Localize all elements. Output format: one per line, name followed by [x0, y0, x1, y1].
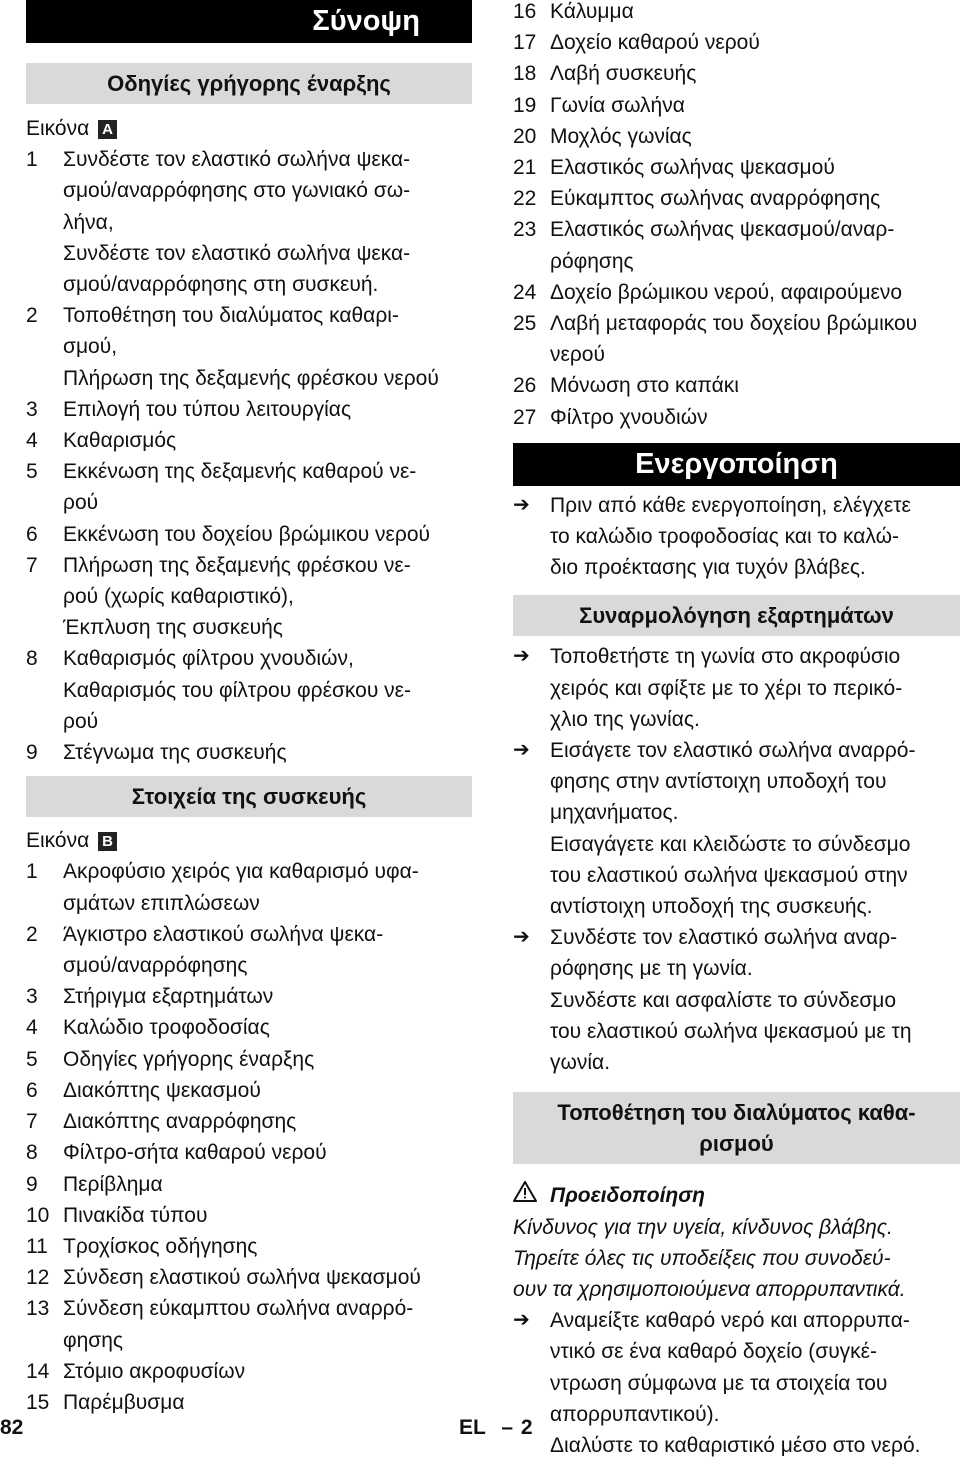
quickstart-item [26, 643, 472, 737]
item-text-line: Διακόπτης ψεκασμού [63, 1078, 261, 1102]
quickstart-list [26, 144, 472, 768]
item-number: 4 [26, 1016, 38, 1040]
arrow-right-icon: ➔ [513, 645, 530, 668]
item-number: 9 [26, 1172, 38, 1196]
quickstart-item [26, 456, 472, 518]
item-text-line: Παρέμβυσμα [63, 1390, 185, 1414]
arrow-right-icon: ➔ [513, 739, 530, 762]
item-text-line: φησης [63, 1328, 124, 1352]
assembly-steps [513, 641, 960, 1078]
instruction-step [513, 1305, 960, 1461]
item-text-line: Λαβή συσκευής [550, 62, 697, 86]
item-number: 14 [26, 1359, 50, 1383]
instruction-step [513, 735, 960, 922]
quickstart-item [26, 300, 472, 394]
quickstart-heading: Οδηγίες γρήγορης έναρξης [26, 63, 472, 104]
quickstart-item [26, 519, 472, 550]
item-text-line: Σύνδεση εύκαμπτου σωλήνα αναρρό- [63, 1297, 414, 1321]
item-text-line: Γωνία σωλήνα [550, 93, 685, 117]
element-item [513, 58, 960, 89]
element-item [26, 1169, 472, 1200]
item-text-line: σμού/αναρρόφησης [63, 954, 248, 978]
item-text-line: Επιλογή του τύπου λειτουργίας [63, 397, 352, 421]
element-item [26, 1044, 472, 1075]
item-number: 5 [26, 460, 38, 484]
element-item [26, 1231, 472, 1262]
item-number: 25 [513, 312, 537, 336]
item-text-line: Συνδέστε τον ελαστικό σωλήνα αναρ- [550, 926, 898, 950]
item-text-line: Πριν από κάθε ενεργοποίηση, ελέγχετε [550, 493, 911, 517]
item-text-line: ρού [63, 491, 99, 515]
item-number: 7 [26, 1110, 38, 1134]
item-text-line: σμού, [63, 335, 118, 359]
element-item [513, 152, 960, 183]
element-item [513, 308, 960, 370]
item-number: 21 [513, 156, 537, 180]
elements-list-continued [513, 0, 960, 433]
item-text-line: αντίστοιχη υποδοχή της συσκευής. [550, 895, 873, 919]
item-number: 8 [26, 647, 38, 671]
item-number: 8 [26, 1141, 38, 1165]
figure-b-label: Εικόνα B [26, 825, 472, 856]
item-text-line: Εκκένωση της δεξαμενής καθαρού νε- [63, 460, 417, 484]
item-text-line: φησης στην αντίστοιχη υποδοχή του [550, 770, 887, 794]
item-text-line: Δοχείο καθαρού νερού [550, 31, 760, 55]
item-text-line: Ελαστικός σωλήνας ψεκασμού [550, 156, 835, 180]
item-text-line: Πλήρωση της δεξαμενής φρέσκου νε- [63, 553, 411, 577]
item-text-line: ρόφησης [550, 249, 634, 273]
item-number: 6 [26, 522, 38, 546]
warning-title: Προειδοποίηση [513, 1180, 960, 1211]
quickstart-item [26, 550, 472, 644]
item-number: 10 [26, 1203, 50, 1227]
item-text-line: ντικό σε ένα καθαρό δοχείο (συγκέ- [550, 1340, 878, 1364]
instruction-step [513, 922, 960, 1078]
left-column [26, 0, 472, 1418]
item-text-line: Στέγνωμα της συσκευής [63, 741, 287, 765]
item-number: 3 [26, 397, 38, 421]
element-item [26, 1137, 472, 1168]
element-item [26, 1075, 472, 1106]
item-text-line: Τοποθέτηση του διαλύματος καθαρι- [63, 304, 399, 328]
item-text-line: Μοχλός γωνίας [550, 124, 692, 148]
item-text-line: Πινακίδα τύπου [63, 1203, 208, 1227]
item-number: 27 [513, 405, 537, 429]
item-text-line: ντρωση σύμφωνα με τα στοιχεία του [550, 1371, 888, 1395]
item-number: 22 [513, 187, 537, 211]
element-item [513, 121, 960, 152]
item-text-line: Έκπλυση της συσκευής [63, 616, 283, 640]
item-text-line: Εισάγετε τον ελαστικό σωλήνα αναρρό- [550, 739, 916, 763]
item-number: 6 [26, 1078, 38, 1102]
element-item [26, 1293, 472, 1355]
warning-text: Κίνδυνος για την υγεία, κίνδυνος βλάβης. Τηρείτε όλες τις υποδείξεις που συνοδεύ- ουν τα χρησιμοποιούμενα απορρυπαντικά. [513, 1215, 906, 1301]
detergent-heading: Τοποθέτηση του διαλύματος καθα- ρισμού [513, 1092, 960, 1164]
item-number: 16 [513, 0, 537, 23]
item-text-line: Αναμείξτε καθαρό νερό και απορρυπα- [550, 1309, 910, 1333]
element-item [26, 1106, 472, 1137]
element-item [26, 981, 472, 1012]
item-text-line: Τοποθετήστε τη γωνία στο ακροφύσιο [550, 645, 901, 669]
item-text-line: Συνδέστε και ασφαλίστε το σύνδεσμο [550, 988, 897, 1012]
element-item [26, 1356, 472, 1387]
item-text-line: Καθαρισμός [63, 429, 177, 453]
item-text-line: Οδηγίες γρήγορης έναρξης [63, 1047, 315, 1071]
quickstart-item [26, 394, 472, 425]
item-number: 13 [26, 1297, 50, 1321]
assembly-heading: Συναρμολόγηση εξαρτημάτων [513, 595, 960, 636]
item-number: 1 [26, 860, 38, 884]
item-text-line: σμάτων επιπλώσεων [63, 891, 260, 915]
item-text-line: Ελαστικός σωλήνας ψεκασμού/αναρ- [550, 218, 895, 242]
figure-b-badge: B [98, 832, 117, 851]
item-number: 19 [513, 93, 537, 117]
item-text-line: Πλήρωση της δεξαμενής φρέσκου νερού [63, 366, 439, 390]
item-text-line: του ελαστικού σωλήνα ψεκασμού στην [550, 863, 908, 887]
item-number: 3 [26, 985, 38, 1009]
item-text-line: Μόνωση στο καπάκι [550, 374, 739, 398]
arrow-right-icon: ➔ [513, 926, 530, 949]
element-item [513, 402, 960, 433]
footer-language: EL – 2 [459, 1416, 533, 1439]
element-item [26, 1200, 472, 1231]
item-text-line: Στόμιο ακροφυσίων [63, 1359, 246, 1383]
elements-heading: Στοιχεία της συσκευής [26, 776, 472, 817]
item-number: 2 [26, 922, 38, 946]
quickstart-item [26, 737, 472, 768]
item-text-line: Συνδέστε τον ελαστικό σωλήνα ψεκα- [63, 148, 411, 172]
instruction-step [513, 490, 960, 584]
item-text-line: Φίλτρο χνουδιών [550, 405, 708, 429]
item-text-line: νερού [550, 343, 605, 367]
item-text-line: Καθαρισμός του φίλτρου φρέσκου νε- [63, 678, 412, 702]
item-text-line: Καθαρισμός φίλτρου χνουδιών, [63, 647, 354, 671]
item-text-line: χειρός και σφίξτε με το χέρι το περικό- [550, 676, 903, 700]
item-number: 17 [513, 31, 537, 55]
figure-a-label: Εικόνα A [26, 113, 472, 144]
figure-a-badge: A [98, 120, 117, 139]
item-text-line: Συνδέστε τον ελαστικό σωλήνα ψεκα- [63, 241, 411, 265]
item-number: 1 [26, 148, 38, 172]
element-item [26, 919, 472, 981]
element-item [513, 183, 960, 214]
activation-heading: Ενεργοποίηση [513, 443, 960, 486]
element-item [513, 27, 960, 58]
element-item [26, 856, 472, 918]
item-number: 20 [513, 124, 537, 148]
detergent-steps [513, 1305, 960, 1461]
item-text-line: ρού (χωρίς καθαριστικό), [63, 585, 294, 609]
item-text-line: μηχανήματος. [550, 801, 679, 825]
element-item [513, 90, 960, 121]
quickstart-item [26, 144, 472, 300]
activation-steps [513, 490, 960, 584]
item-text-line: Διακόπτης αναρρόφησης [63, 1110, 297, 1134]
item-text-line: χλιο της γωνίας. [550, 707, 700, 731]
item-text-line: γωνία. [550, 1051, 611, 1075]
right-column [513, 0, 960, 1461]
item-text-line: ρόφησης με τη γωνία. [550, 957, 753, 981]
page-number: 82 [0, 1416, 24, 1439]
item-text-line: Σύνδεση ελαστικού σωλήνα ψεκασμού [63, 1266, 421, 1290]
item-text-line: το καλώδιο τροφοδοσίας και το καλώ- [550, 525, 900, 549]
instruction-step [513, 641, 960, 735]
section-header-overview: Σύνοψη [26, 0, 472, 43]
item-text-line: λήνα, [63, 210, 114, 234]
item-text-line: Ακροφύσιο χειρός για καθαρισμό υφα- [63, 860, 419, 884]
item-number: 11 [26, 1234, 48, 1258]
item-number: 18 [513, 62, 537, 86]
item-number: 2 [26, 304, 38, 328]
item-text-line: Εκκένωση του δοχείου βρώμικου νερού [63, 522, 430, 546]
quickstart-item [26, 425, 472, 456]
item-text-line: διο προέκτασης για τυχόν βλάβες. [550, 556, 866, 580]
item-text-line: του ελαστικού σωλήνα ψεκασμού με τη [550, 1019, 912, 1043]
item-text-line: Φίλτρο-σήτα καθαρού νερού [63, 1141, 327, 1165]
item-text-line: Διαλύστε το καθαριστικό μέσο στο νερό. [550, 1433, 921, 1457]
arrow-right-icon: ➔ [513, 1309, 530, 1332]
item-text-line: Δοχείο βρώμικου νερού, αφαιρούμενο [550, 280, 903, 304]
item-number: 15 [26, 1390, 50, 1414]
element-item [26, 1012, 472, 1043]
element-item [513, 370, 960, 401]
item-text-line: Τροχίσκος οδήγησης [63, 1234, 258, 1258]
item-number: 5 [26, 1047, 38, 1071]
item-number: 23 [513, 218, 537, 242]
item-text-line: απορρυπαντικού). [550, 1402, 720, 1426]
item-text-line: Λαβή μεταφοράς του δοχείου βρώμικου [550, 312, 918, 336]
item-text-line: Στήριγμα εξαρτημάτων [63, 985, 274, 1009]
element-item [26, 1387, 472, 1418]
item-number: 26 [513, 374, 537, 398]
item-number: 12 [26, 1266, 50, 1290]
arrow-right-icon: ➔ [513, 493, 530, 516]
item-text-line: Κάλυμμα [550, 0, 634, 23]
item-text-line: Άγκιστρο ελαστικού σωλήνα ψεκα- [63, 922, 384, 946]
warning-triangle-icon [513, 1180, 550, 1211]
item-text-line: σμού/αναρρόφησης στη συσκευή. [63, 273, 379, 297]
element-item [513, 277, 960, 308]
element-item [513, 0, 960, 27]
item-text-line: Εισαγάγετε και κλειδώστε το σύνδεσμο [550, 832, 911, 856]
item-text-line: σμού/αναρρόφησης στο γωνιακό σω- [63, 179, 411, 203]
item-number: 9 [26, 741, 38, 765]
item-number: 24 [513, 280, 537, 304]
item-text-line: ρού [63, 709, 99, 733]
element-item [26, 1262, 472, 1293]
item-number: 7 [26, 553, 38, 577]
elements-list [26, 856, 472, 1418]
element-item [513, 214, 960, 276]
item-text-line: Καλώδιο τροφοδοσίας [63, 1016, 270, 1040]
item-text-line: Εύκαμπτος σωλήνας αναρρόφησης [550, 187, 881, 211]
item-number: 4 [26, 429, 38, 453]
item-text-line: Περίβλημα [63, 1172, 163, 1196]
